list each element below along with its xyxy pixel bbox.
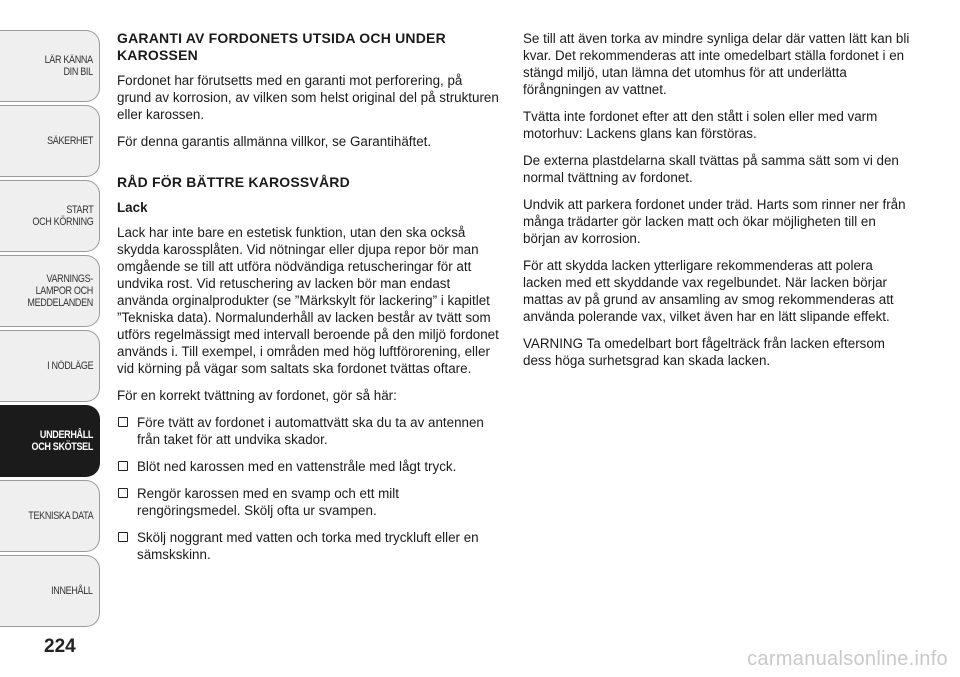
paragraph: Undvik att parkera fordonet under träd. Harts som rinner ner från många trädarter gör lacken matt och ökar möjligheten till en början av korrosion. — [523, 197, 906, 246]
checkbox-icon — [118, 461, 128, 471]
tab-label: VARNINGS- LAMPOR OCH MEDDELANDEN — [27, 273, 93, 309]
tab-label: LÄR KÄNNA DIN BIL — [44, 54, 93, 78]
left-column — [117, 30, 499, 573]
checkbox-icon — [118, 532, 128, 542]
tab-label: SÄKERHET — [47, 135, 93, 147]
tab-label: I NÖDLÄGE — [46, 360, 93, 372]
subheading-lack: Lack — [117, 200, 148, 215]
paragraph: För en korrekt tvättning av fordonet, gör så här: — [117, 388, 397, 403]
list-item: Före tvätt av fordonet i automattvätt ska du ta av antennen från taket för att undvika skador. — [117, 414, 499, 448]
right-column — [523, 30, 915, 379]
tab-lar-kanna-din-bil[interactable] — [0, 30, 100, 102]
tab-label: TEKNISKA DATA — [27, 510, 93, 522]
tab-label: INNEHÅLL — [51, 585, 93, 597]
tab-i-nodlage[interactable] — [0, 330, 100, 402]
paragraph: Fordonet har förutsetts med en garanti mot perforering, på grund av korrosion, av vilken som helst original del på strukturen eller karossen. — [117, 73, 499, 122]
tab-tekniska-data[interactable] — [0, 480, 100, 552]
tab-label: UNDERHÅLL OCH SKÖTSEL — [31, 429, 93, 453]
paragraph: De externa plastdelarna skall tvättas på samma sätt som vi den normal tvättning av fordonet. — [523, 153, 899, 185]
paragraph: För att skydda lacken ytterligare rekommenderas att polera lacken med ett skyddande vax regelbundet. När lacken börjar mattas av på grund av ansamling av smog rekommenderas att använda polerande vax, vilket även har en lätt slipande effekt. — [523, 258, 894, 324]
paragraph: För denna garantis allmänna villkor, se Garantihäftet. — [117, 134, 432, 149]
section-heading-body-care: RÅD FÖR BÄTTRE KAROSSVÅRD — [117, 174, 350, 190]
tab-label: START OCH KÖRNING — [31, 204, 93, 228]
checkbox-icon — [118, 488, 128, 498]
tab-underhall-och-skotsel[interactable] — [0, 405, 100, 477]
list-item: Rengör karossen med en svamp och ett milt rengöringsmedel. Skölj ofta ur svampen. — [117, 485, 499, 519]
tab-innehall[interactable] — [0, 555, 100, 627]
wash-steps-list — [117, 414, 499, 563]
paragraph: Se till att även torka av mindre synliga delar där vatten lätt kan bli kvar. Det rekommenderas att inte omedelbart ställa fordonet i en stängd miljö, utan lämna det utomhus för att underlätta förångningen av vattnet. — [523, 31, 910, 97]
tab-sakerhet[interactable] — [0, 105, 100, 177]
list-item: Blöt ned karossen med en vattenstråle med lågt tryck. — [117, 458, 499, 475]
section-heading-warranty: GARANTI AV FORDONETS UTSIDA OCH UNDER KAROSSEN — [117, 30, 446, 63]
paragraph: Lack har inte bare en estetisk funktion, utan den ska också skydda karossplåten. Vid nötningar eller djupa repor bör man omgående se till att utföra nödvändiga retuscheringar för att undvika rost. Vid retuschering av lacken bör man endast använda orginalprodukter (se ”Märkskylt för lackering” i kapitlet ”Tekniska data). Normalunderhåll av lacken består av tvätt som utförs regelmässigt med intervall beroende på den miljö fordonet används i. Till exempel, i områden med hög luftförorening, eller vid körning på vägar som saltats ska fordonet tvättas oftare. — [117, 225, 499, 376]
tab-start-och-korning[interactable] — [0, 180, 100, 252]
list-item: Skölj noggrant med vatten och torka med tryckluft eller en sämskskinn. — [117, 529, 499, 563]
watermark: carmanualsonline.info — [747, 648, 948, 670]
warning-paragraph: VARNING Ta omedelbart bort fågelträck från lacken eftersom dess höga surhetsgrad kan skada lacken. — [523, 336, 885, 368]
paragraph: Tvätta inte fordonet efter att den stått i solen eller med varm motorhuv: Lackens glans kan förstöras. — [523, 109, 878, 141]
tab-varningslampor[interactable] — [0, 255, 100, 327]
page-number: 224 — [44, 636, 76, 657]
checkbox-icon — [118, 417, 128, 427]
